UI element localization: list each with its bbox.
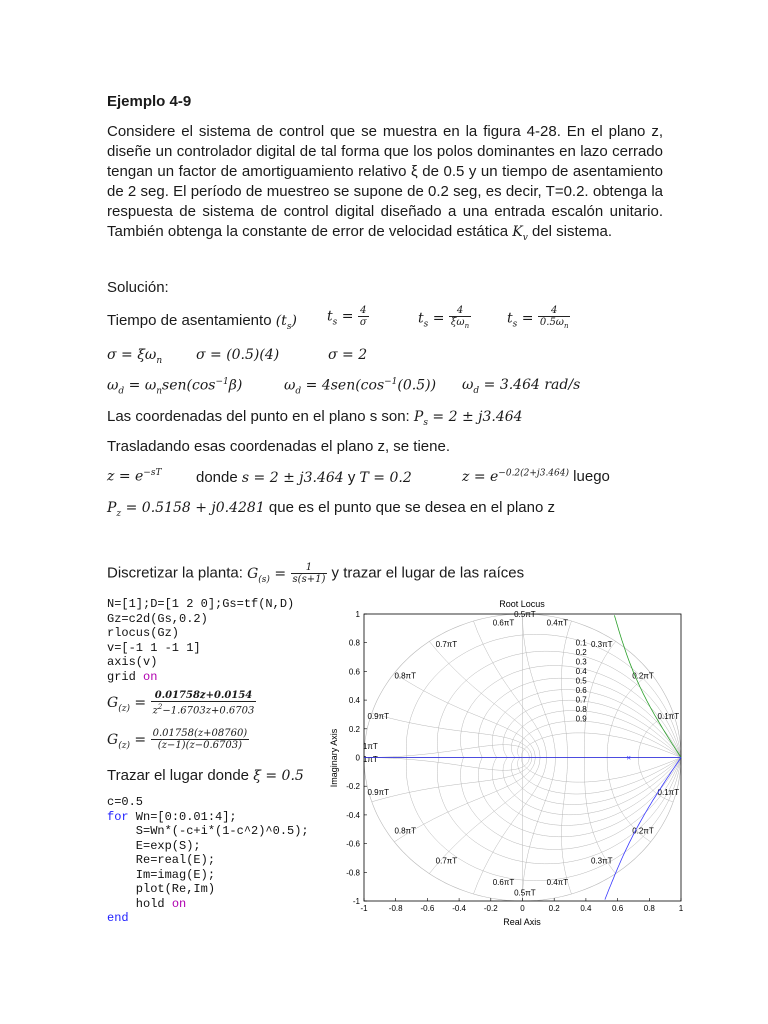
zeta-label: 0.6 (575, 685, 587, 695)
y-tick-label: -0.4 (346, 810, 360, 820)
wn-curve (394, 673, 535, 757)
zeta-label: 0.3 (575, 657, 587, 667)
wn-label: 0.8πT (394, 671, 416, 681)
ts-formula-1: $t_s$ = $\frac{4}{\sigma}$ (327, 305, 367, 328)
ts-formula-2: $t_s$ = $\frac{4}{\xi\omega_n}$ (418, 305, 470, 330)
code-for-rest: Wn=[0:0.01:4]; (128, 809, 237, 824)
zeta-label: 0.7 (575, 695, 587, 705)
y-tick-label: -1 (352, 897, 360, 906)
x-tick-label: -0.4 (452, 904, 466, 913)
wn-label: 0.3πT (590, 856, 613, 866)
s-plane-point (107, 408, 523, 428)
code-line-hold (107, 897, 309, 912)
wn-curve (584, 641, 615, 757)
zeta-label: 0.8 (575, 704, 587, 714)
code-block-1 (107, 597, 294, 684)
zeta-row (107, 767, 304, 784)
wn-label: 0.5πT (514, 609, 536, 619)
wn-curve (474, 758, 547, 898)
x-tick-label: -0.2 (483, 904, 498, 913)
intro-text: Considere el sistema de control que se muestra en la figura 4-28. En el plano z, diseñe un controlador digital de tal forma que los polos dominantes en lazo cerrado tengan un factor de amortiguamiento relativo ξ de 0.5 y un tiempo de asentamiento de 2 seg. El período de muestreo se supone de 0.2 seg, es decir, T=0.2. obtenga la respuesta de sistema de control digital diseñado a una entrada escalón unitario. También obtenga la constante de error de velocidad estática (107, 123, 663, 240)
damping-curve (437, 651, 681, 757)
zeta-label: 0.2 (575, 648, 587, 658)
settling-time-row (107, 312, 297, 332)
damping-curve (518, 721, 682, 758)
locus-branch-upper (614, 615, 681, 757)
omega-eq-1: $\omega_d = \omega_nsen(\cos^{-1}\beta)$ (107, 377, 243, 397)
wn-label: 0.8πT (394, 826, 416, 836)
trace-locus-text: y trazar el lugar de las raíces (331, 564, 525, 582)
wn-label: 0.3πT (590, 640, 613, 650)
discretize-label: Discretizar la planta: (107, 564, 243, 582)
code-line: axis(v) (107, 655, 158, 669)
wn-label: 0.6πT (492, 618, 515, 628)
damping-curve (503, 700, 681, 757)
wn-label: 0.7πT (435, 640, 458, 650)
zeta-label: 0.5 (575, 676, 587, 686)
ts-symbol: $(t_s)$ (275, 313, 297, 332)
donde-word: donde (196, 469, 238, 486)
code-line: v=[-1 1 -1 1] (107, 640, 201, 655)
x-tick-label: -1 (360, 904, 368, 913)
code-line: E=exp(S); (107, 838, 201, 853)
omega-eq-3: $\omega_d = 3.464$ rad/s (462, 377, 581, 396)
pz-value: $P_z = 0.5158 + j0.4281$ (107, 500, 265, 519)
pole-marker: × (626, 753, 632, 763)
y-tick-label: -0.2 (346, 782, 360, 792)
wn-label: 1πT (362, 754, 378, 764)
z-eval-row (462, 468, 610, 485)
gz-formula-2: $G_{(z)}$ = $\frac{0.01758(z+08760)}{(z-1)(z-0.6703)}$ (107, 728, 248, 751)
code-keyword-end: end (107, 911, 129, 925)
omega-eq-2: $\omega_d = 4sen(\cos^{-1}(0.5))$ (284, 377, 437, 397)
ts-formula-3: $t_s$ = $\frac{4}{0.5\omega_n}$ (507, 305, 569, 330)
pz-tail: que es el punto que se desea en el plano z (268, 499, 555, 516)
code-line-for (107, 810, 309, 825)
wn-curve (474, 621, 547, 758)
gz-formula-1: $G_{(z)}$ = $\frac{0.01758z+0.0154}{z^2-1.6703z+0.6703}$ (107, 690, 255, 717)
kv-symbol: $K_v$ (512, 224, 528, 243)
damping-curve (406, 634, 681, 757)
wn-label: 0.2πT (632, 826, 654, 836)
settling-time-label: Tiempo de asentamiento (107, 312, 272, 329)
damping-curve (521, 758, 681, 783)
translate-text: Trasladando esas coordenadas el plano z, se tiene. (107, 438, 451, 455)
s-value: s = 2 ± j3.464 (241, 470, 344, 486)
y-tick-label: 0.4 (348, 696, 360, 706)
zeta-value: ξ = 0.5 (253, 768, 304, 784)
y-tick-label: 0 (355, 753, 360, 763)
plot-title: Root Locus (499, 599, 545, 609)
wn-curve (429, 641, 540, 757)
code-line: Re=real(E); (107, 853, 216, 867)
donde-row: donde s = 2 ± j3.464 y T = 0.2 (196, 469, 412, 486)
axis-ticks (346, 610, 684, 913)
grid-labels (363, 610, 679, 897)
code-line: plot(Re,Im) (107, 882, 216, 896)
zeta-label: 0.9 (575, 714, 587, 724)
code-line: Gz=c2d(Gs,0.2) (107, 611, 208, 626)
x-tick-label: 0.4 (580, 904, 592, 913)
wn-label: 0.2πT (632, 671, 654, 681)
wn-label: 0.9πT (367, 787, 390, 797)
solution-heading: Solución: (107, 279, 169, 296)
damping-curve (518, 758, 682, 795)
damping-curve (461, 758, 682, 850)
root-locus-plot (320, 596, 700, 932)
x-axis-label: Real Axis (503, 917, 541, 927)
wn-label: 1πT (362, 741, 378, 751)
sigma-eq-3: σ = 2 (328, 347, 368, 363)
wn-label: 0.6πT (492, 878, 515, 888)
x-tick-label: 0.6 (612, 904, 624, 913)
trace-where-text: Trazar el lugar donde (107, 767, 250, 784)
damping-curve (437, 758, 681, 864)
x-tick-label: 0.2 (548, 904, 560, 913)
code-line: N=[1];D=[1 2 0];Gs=tf(N,D) (107, 597, 295, 611)
coords-text: Las coordenadas del punto en el plano s son: (107, 408, 410, 425)
code-block-2 (107, 795, 309, 926)
y-tick-label: 0.8 (348, 638, 360, 648)
wn-label: 0.4πT (546, 878, 569, 888)
y-tick-label: -0.8 (346, 868, 360, 878)
zeta-label: 0.4 (575, 666, 587, 676)
gs-formula: $G_{(s)}$ = $\frac{1}{s(s+1)}$ (247, 562, 326, 585)
pz-row (107, 499, 555, 519)
sigma-eq-2: σ = (0.5)(4) (196, 347, 280, 363)
x-tick-label: -0.6 (420, 904, 435, 913)
x-tick-label: 0 (520, 904, 525, 913)
code-keyword-for: for (107, 809, 129, 824)
intro-tail: del sistema. (532, 223, 613, 240)
damping-curve (521, 733, 681, 758)
code-line: rlocus(Gz) (107, 626, 180, 640)
code-grid-text: grid (107, 669, 144, 684)
code-hold-text: hold (107, 896, 172, 911)
example-title: Ejemplo 4-9 (107, 93, 192, 110)
code-line: Im=imag(E); (107, 867, 216, 882)
wn-curve (364, 758, 529, 771)
code-line: c=0.5 (107, 795, 144, 809)
code-line: S=Wn*(-c+i*(1-c^2)^0.5); (107, 824, 309, 838)
wn-label: 0.1πT (657, 787, 680, 797)
wn-curve (364, 745, 529, 758)
luego-word: luego (573, 468, 610, 485)
x-tick-label: 0.8 (643, 904, 655, 913)
x-tick-label: -0.8 (388, 904, 403, 913)
y-axis-label: Imaginary Axis (329, 728, 339, 788)
wn-curve (562, 621, 572, 758)
zeta-label: 0.1 (575, 638, 587, 648)
y-tick-label: 1 (355, 610, 360, 619)
wn-curve (562, 758, 572, 895)
z-definition: $z = e^{-sT}$ (107, 468, 162, 485)
wn-label: 0.1πT (657, 711, 680, 721)
y-tick-label: -0.6 (346, 839, 360, 849)
sigma-eq-1: $\sigma = \xi\omega_n$ (107, 347, 163, 366)
code-line-grid (107, 670, 294, 685)
y-tick-label: 0.2 (348, 724, 360, 734)
wn-label: 0.4πT (546, 618, 569, 628)
t-value: T = 0.2 (359, 470, 412, 486)
wn-label: 0.5πT (514, 888, 536, 898)
z-eval: $z = e^{-0.2(2+j3.464)}$ (462, 468, 569, 485)
discretize-row (107, 562, 524, 585)
x-tick-label: 1 (678, 904, 684, 913)
code-keyword-on: on (143, 669, 158, 684)
code-keyword-on: on (171, 896, 187, 911)
problem-statement (107, 122, 663, 248)
ps-value: $P_s = 2 \pm j3.464$ (413, 409, 523, 428)
wn-label: 0.9πT (367, 711, 390, 721)
y-tick-label: 0.6 (348, 667, 360, 677)
wn-label: 0.7πT (435, 856, 458, 866)
damping-curve (503, 758, 681, 815)
